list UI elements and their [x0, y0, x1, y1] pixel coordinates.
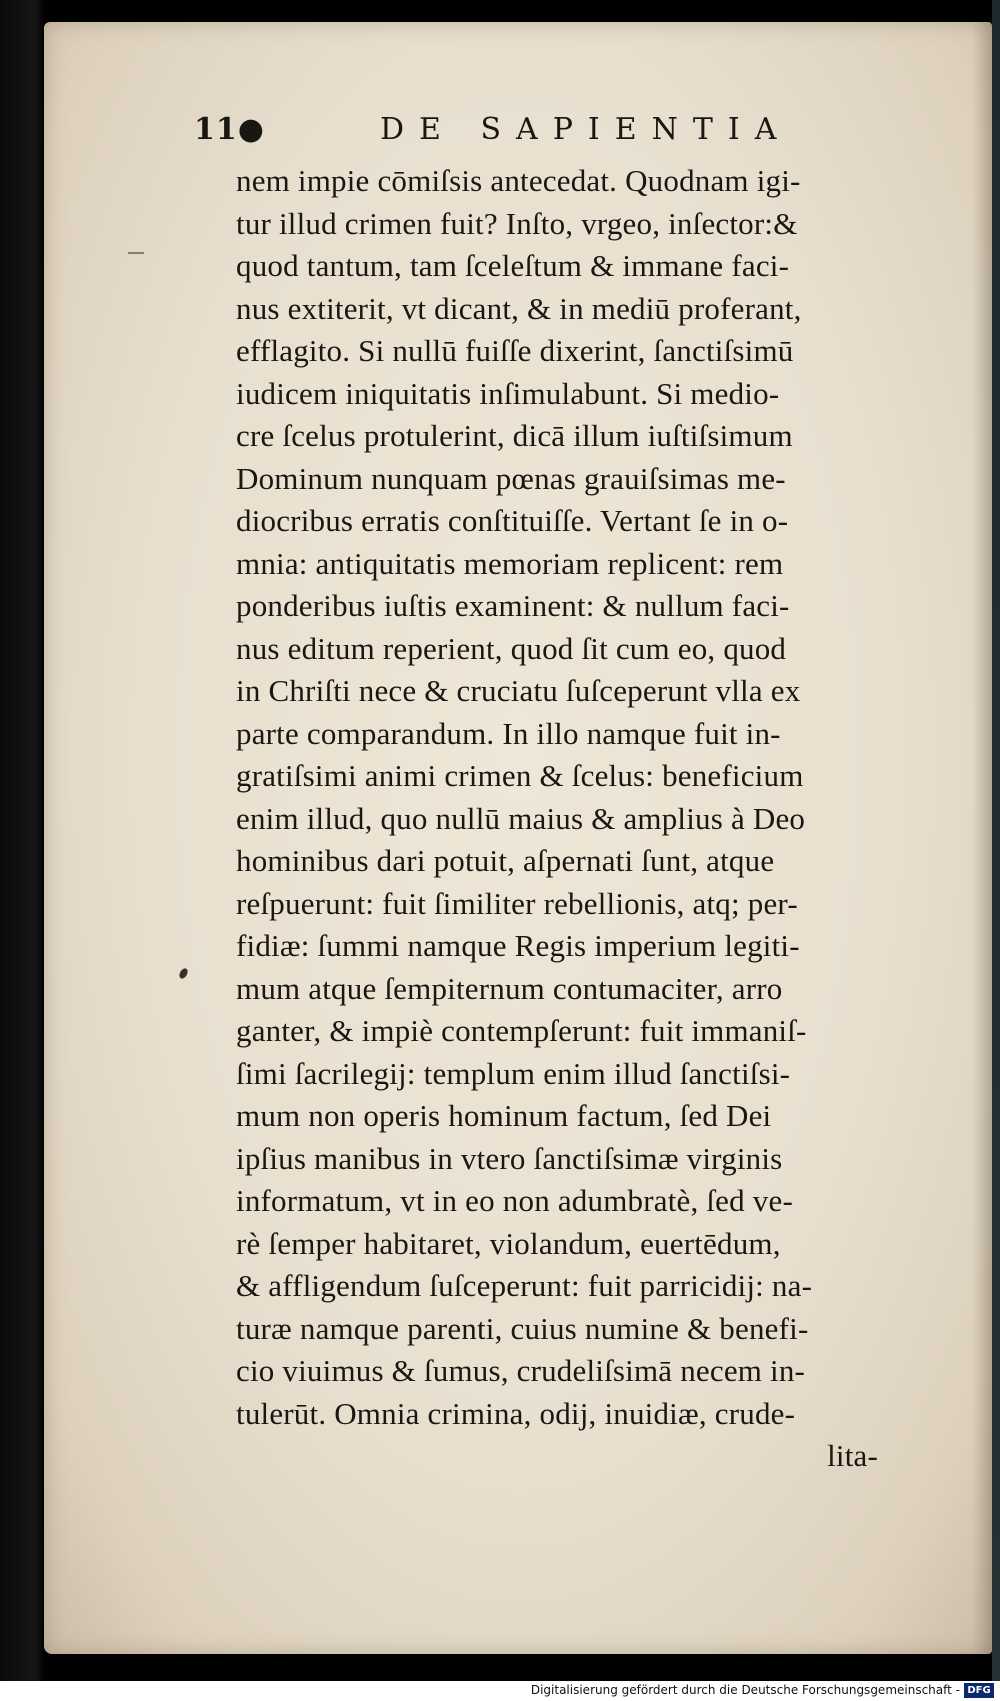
text-line: parte comparandum. In illo namque fuit in- — [236, 715, 781, 751]
text-line: ſimi ſacrilegij: templum enim illud ſanctiſsi- — [236, 1055, 791, 1091]
text-line: Dominum nunquam pœnas grauiſsimas me- — [236, 460, 786, 496]
text-line: hominibus dari potuit, aſpernati ſunt, atque — [236, 843, 775, 878]
text-line: rè ſemper habitaret, violandum, euertēdum, — [236, 1225, 781, 1261]
text-line: mnia: antiquitatis memoriam replicent: rem — [236, 545, 784, 581]
dfg-logo: DFG — [964, 1683, 994, 1698]
text-line: ponderibus iuſtis examinent: & nullum faci- — [236, 588, 790, 623]
text-line: efflagito. Si nullū fuiſſe dixerint, ſanctiſsimū — [236, 333, 794, 368]
text-line: nem impie cōmiſsis antecedat. Quodnam igi- — [236, 163, 801, 198]
text-line: reſpuerunt: fuit ſimiliter rebellionis, atq; per- — [236, 885, 798, 921]
text-line: quod tantum, tam ſceleſtum & immane faci- — [236, 248, 790, 283]
text-line: turæ namque parenti, cuius numine & benefi- — [236, 1310, 809, 1346]
text-line: iudicem iniquitatis inſimulabunt. Si medio- — [236, 375, 780, 411]
catchword: lita- — [827, 1438, 878, 1473]
digitization-footer — [0, 1681, 1000, 1701]
page-header — [194, 112, 794, 152]
body-text — [236, 160, 896, 1478]
text-line: tur illud crimen fuit? Inſto, vrgeo, inſector:& — [236, 205, 798, 241]
text-line: enim illud, quo nullū maius & amplius à Deo — [236, 800, 806, 836]
footer-credit: Digitalisierung gefördert durch die Deutsche Forschungsgemeinschaft - — [530, 1683, 960, 1697]
text-line: cre ſcelus protulerint, dicā illum iuſtiſsimum — [236, 418, 793, 453]
text-line: mum non operis hominum factum, ſed Dei — [236, 1098, 772, 1133]
page-edge-shadow — [972, 22, 992, 1654]
text-line: in Chriſti nece & cruciatu ſuſceperunt vlla ex — [236, 673, 801, 708]
running-title: DE SAPIENTIA — [380, 112, 792, 147]
text-line: cio viuimus & ſumus, crudeliſsimā necem in- — [236, 1353, 806, 1388]
text-line: nus editum reperient, quod ſit cum eo, quod — [236, 630, 787, 666]
text-line: diocribus erratis conſtituiſſe. Vertant ſe in o- — [236, 503, 789, 538]
page-number: 11● — [194, 112, 265, 147]
book-cover-edge — [992, 0, 1000, 1690]
text-line: gratiſsimi animi crimen & ſcelus: beneficium — [236, 758, 804, 793]
text-line: mum atque ſempiternum contumaciter, arro — [236, 970, 783, 1006]
text-line: informatum, vt in eo non adumbratè, ſed ve- — [236, 1183, 793, 1218]
text-line: fidiæ: ſummi namque Regis imperium legiti- — [236, 928, 800, 963]
margin-mark — [128, 252, 144, 254]
text-line: nus extiterit, vt dicant, & in mediū proferant, — [236, 290, 802, 326]
text-line: ganter, & impiè contempſerunt: fuit immaniſ- — [236, 1013, 807, 1048]
text-line: & affligendum ſuſceperunt: fuit parricidij: na- — [236, 1268, 813, 1303]
text-line: ipſius manibus in vtero ſanctiſsimæ virginis — [236, 1140, 783, 1176]
text-line: tulerūt. Omnia crimina, odij, inuidiæ, crude- — [236, 1395, 796, 1431]
